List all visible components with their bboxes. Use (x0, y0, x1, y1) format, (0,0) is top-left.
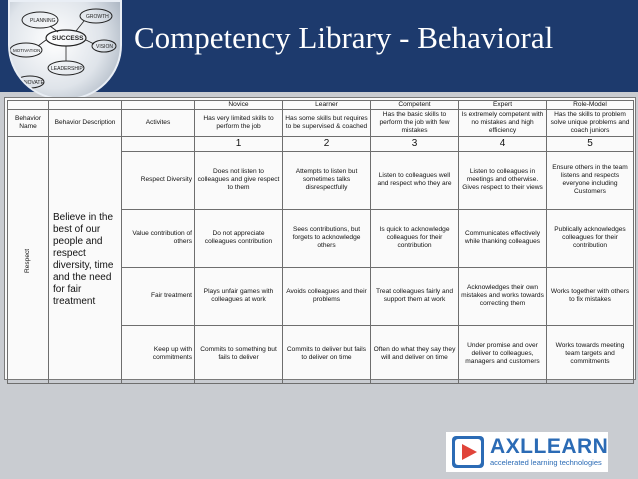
level-number: 1 (195, 136, 283, 151)
header-level-role-model: Role-Model (547, 101, 634, 110)
play-arrow-icon (452, 436, 484, 468)
table-cell: Treat colleagues fairly and support them at work (371, 267, 459, 325)
header-level-competent: Competent (371, 101, 459, 110)
level-description: Has the basic skills to perform the job with few mistakes (371, 109, 459, 136)
table-header-row (8, 101, 634, 110)
header-level-learner: Learner (283, 101, 371, 110)
table-cell: Plays unfair games with colleagues at work (195, 267, 283, 325)
level-description: Has very limited skills to perform the job (195, 109, 283, 136)
table-cell: Is quick to acknowledge colleagues for their contribution (371, 209, 459, 267)
page-title: Competency Library - Behavioral (134, 20, 554, 55)
table-cell: Often do what they say they will and deliver on time (371, 325, 459, 383)
table-cell: Does not listen to colleagues and give respect to them (195, 151, 283, 209)
logo-tagline: accelerated learning technologies (490, 458, 602, 467)
business-concept-photo (8, 0, 122, 100)
table-subheader-row (8, 109, 634, 136)
table-cell: Commits to something but fails to deliver (195, 325, 283, 383)
table-cell: Acknowledges their own mistakes and works towards correcting them (459, 267, 547, 325)
column-header-behavior-description: Behavior Description (49, 109, 122, 136)
behavior-description-cell: Believe in the best of our people and respect diversity, time and the need for fair treatment (49, 136, 122, 383)
column-header-behavior-name: Behavior Name (8, 109, 49, 136)
level-number: 4 (459, 136, 547, 151)
level-description: Has some skills but requires to be supervised & coached (283, 109, 371, 136)
table-cell: Listen to colleagues well and respect who they are (371, 151, 459, 209)
table-cell: Works towards meeting team targets and commitments (547, 325, 634, 383)
column-header-activities: Activites (122, 109, 195, 136)
table-cell: Commits to deliver but fails to deliver on time (283, 325, 371, 383)
level-number: 5 (547, 136, 634, 151)
activity-label: Fair treatment (122, 267, 195, 325)
svg-text:INNOVATE: INNOVATE (19, 80, 44, 86)
competency-table (7, 100, 634, 384)
title-banner (0, 0, 638, 92)
table-cell: Ensure others in the team listens and respects everyone including Customers (547, 151, 634, 209)
svg-text:MOTIVATION: MOTIVATION (13, 48, 41, 53)
activity-label: Keep up with commitments (122, 325, 195, 383)
table-cell: Do not appreciate colleagues contribution (195, 209, 283, 267)
level-number: 2 (283, 136, 371, 151)
svg-text:VISION: VISION (96, 44, 113, 50)
table-cell: Publically acknowledges colleagues for their contribution (547, 209, 634, 267)
header-cell-empty (49, 101, 122, 110)
header-level-expert: Expert (459, 101, 547, 110)
level-description: Has the skills to problem solve unique problems and coach juniors (547, 109, 634, 136)
header-level-novice: Novice (195, 101, 283, 110)
svg-text:LEADERSHIP: LEADERSHIP (51, 66, 83, 72)
table-cell: Communicates effectively while thanking colleagues (459, 209, 547, 267)
level-number-spacer (122, 136, 195, 151)
logo-wordmark: AXLLEARN (490, 435, 609, 458)
svg-text:PLANNING: PLANNING (30, 18, 56, 24)
competency-table-container (4, 97, 636, 380)
level-number: 3 (371, 136, 459, 151)
behavior-name: Respect (24, 248, 32, 273)
svg-text:SUCCESS: SUCCESS (52, 35, 84, 42)
table-cell: Attempts to listen but sometimes talks disrespectfully (283, 151, 371, 209)
activity-label: Respect Diversity (122, 151, 195, 209)
mindmap-illustration (10, 2, 120, 98)
header-cell-empty (8, 101, 49, 110)
table-cell: Listen to colleagues in meetings and otherwise. Gives respect to their views (459, 151, 547, 209)
activity-label: Value contribution of others (122, 209, 195, 267)
header-cell-empty (122, 101, 195, 110)
table-cell: Sees contributions, but forgets to acknowledge others (283, 209, 371, 267)
level-description: Is extremely competent with no mistakes and high efficiency (459, 109, 547, 136)
behavior-name-cell (8, 136, 49, 383)
level-number-row (8, 136, 634, 151)
table-cell: Avoids colleagues and their problems (283, 267, 371, 325)
table-cell: Under promise and over deliver to colleagues, managers and customers (459, 325, 547, 383)
table-cell: Works together with others to fix mistakes (547, 267, 634, 325)
svg-text:GROWTH: GROWTH (86, 14, 109, 20)
axllearn-logo (446, 432, 608, 472)
